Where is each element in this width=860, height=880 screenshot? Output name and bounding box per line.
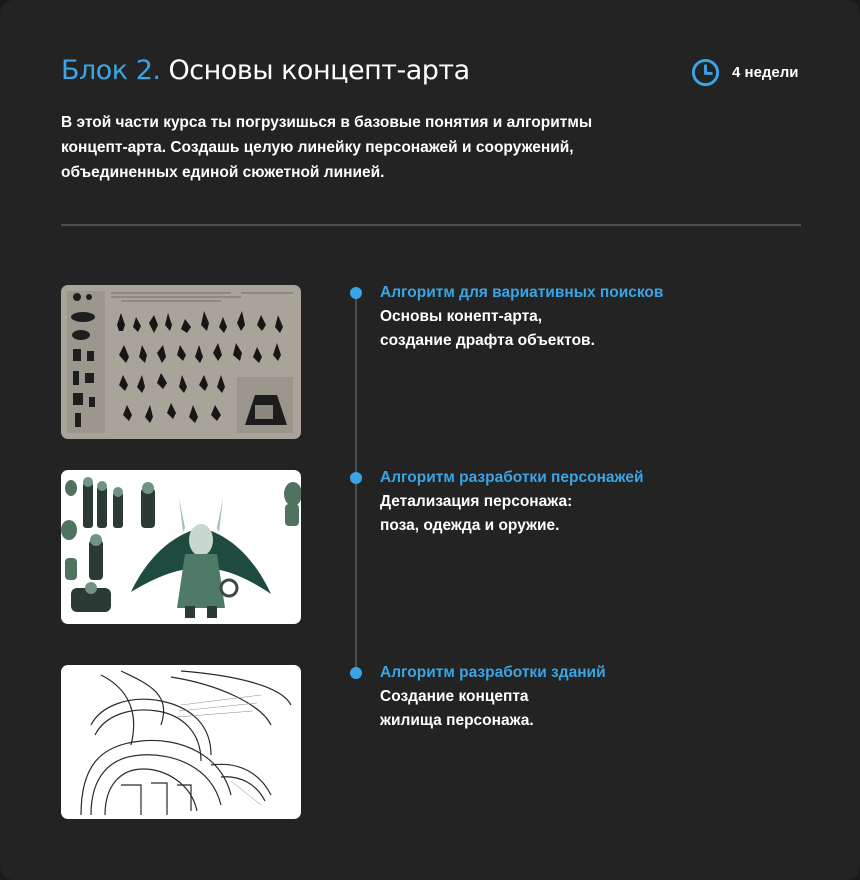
block-description [61,110,621,185]
timeline-item [380,466,820,538]
item-title: Алгоритм разработки персонажей [380,469,644,486]
block-number: Блок 2. [61,55,161,86]
item-description [380,305,820,353]
description-line: концепт-арта. Создашь целую линейку персонажей и сооружений, [61,139,574,156]
timeline-item [380,661,820,733]
section-divider [61,224,801,226]
duration-badge [690,56,799,88]
timeline-dot [350,472,362,484]
timeline-item [380,281,820,353]
item-description-line: Создание концепта [380,688,529,705]
item-description-line: поза, одежда и оружие. [380,517,560,534]
variation-sketches-image [61,285,301,439]
clock-icon [690,57,721,88]
item-description-line: Детализация персонажа: [380,493,573,510]
item-title: Алгоритм разработки зданий [380,664,606,681]
item-description-line: создание драфта объектов. [380,332,595,349]
description-line: объединенных единой сюжетной линией. [61,164,385,181]
timeline-dot [350,667,362,679]
character-concept-image [61,470,301,624]
item-description-line: жилища персонажа. [380,712,534,729]
timeline-dot [350,287,362,299]
description-line: В этой части курса ты погрузишься в базовые понятия и алгоритмы [61,114,593,131]
block-title [61,54,470,88]
block-heading: Основы концепт-арта [168,55,470,86]
duration-label: 4 недели [732,63,799,81]
item-title: Алгоритм для вариативных поисков [380,284,664,301]
item-description-line: Основы конепт-арта, [380,308,543,325]
item-description [380,685,820,733]
item-description [380,490,820,538]
building-sketch-image [61,665,301,819]
